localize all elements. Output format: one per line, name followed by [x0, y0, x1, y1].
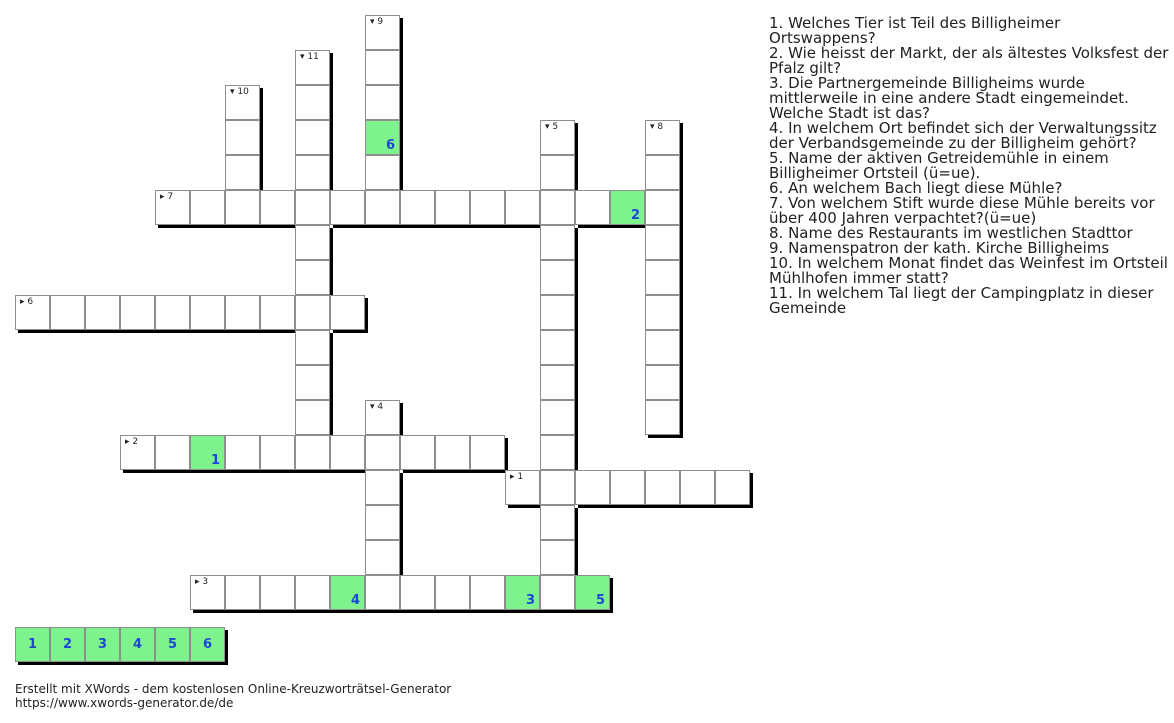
- cell-shadow: [298, 470, 333, 473]
- crossword-cell[interactable]: [505, 190, 540, 225]
- clue-5: 5. Name der aktiven Getreidemühle in einem Billigheimer Ortsteil (ü=ue).: [769, 149, 1109, 182]
- crossword-cell[interactable]: [295, 260, 330, 295]
- cell-shadow: [400, 543, 403, 578]
- crossword-cell[interactable]: [365, 85, 400, 120]
- cell-shadow: [330, 88, 333, 123]
- cell-shadow: [330, 158, 333, 193]
- crossword-cell[interactable]: [645, 225, 680, 260]
- cell-shadow: [330, 333, 333, 368]
- cell-shadow: [18, 330, 53, 333]
- crossword-cell[interactable]: [400, 435, 435, 470]
- cell-shadow: [260, 88, 263, 123]
- cell-shadow: [330, 368, 333, 403]
- crossword-cell[interactable]: [225, 155, 260, 190]
- crossword-cell[interactable]: [190, 190, 225, 225]
- clue-list: [769, 16, 1169, 316]
- crossword-cell[interactable]: [610, 470, 645, 505]
- footer-url: https://www.xwords-generator.de/de: [15, 696, 234, 710]
- cell-shadow: [193, 225, 228, 228]
- crossword-cell[interactable]: [575, 470, 610, 505]
- crossword-cell[interactable]: [645, 260, 680, 295]
- clue-number-marker: ▾ 8: [650, 122, 664, 132]
- cell-shadow: [438, 225, 473, 228]
- cell-shadow: [88, 330, 123, 333]
- cell-shadow: [543, 610, 578, 613]
- clue-number-marker: ▸ 6: [20, 297, 34, 307]
- crossword-cell[interactable]: [295, 400, 330, 435]
- cell-shadow: [193, 610, 228, 613]
- clue-4: 4. In welchem Ort befindet sich der Verwaltungssitz der Verbandsgemeinde zu der Billigheim gehört?: [769, 119, 1157, 152]
- cell-shadow: [400, 508, 403, 543]
- cell-shadow: [158, 330, 193, 333]
- cell-shadow: [158, 225, 193, 228]
- solution-row-shadow: [18, 662, 228, 665]
- crossword-cell[interactable]: [330, 435, 365, 470]
- solution-number: 4: [350, 593, 360, 608]
- crossword-cell[interactable]: [470, 435, 505, 470]
- clue-number-marker: ▾ 9: [370, 17, 384, 27]
- cell-shadow: [368, 610, 403, 613]
- crossword-cell[interactable]: [365, 155, 400, 190]
- cell-shadow: [123, 330, 158, 333]
- cell-shadow: [400, 123, 403, 158]
- cell-shadow: [508, 225, 543, 228]
- crossword-cell[interactable]: [260, 435, 295, 470]
- clue-6: 6. An welchem Bach liegt diese Mühle?: [769, 179, 1063, 197]
- cell-shadow: [330, 263, 333, 298]
- clue-7: 7. Von welchem Stift wurde diese Mühle bereits vor über 400 Jahren verpachtet?(ü=ue): [769, 194, 1155, 227]
- cell-shadow: [578, 225, 613, 228]
- cell-shadow: [718, 505, 753, 508]
- crossword-cell[interactable]: [365, 540, 400, 575]
- cell-shadow: [575, 333, 578, 368]
- crossword-cell[interactable]: [295, 155, 330, 190]
- crossword-cell[interactable]: [365, 15, 400, 50]
- cell-shadow: [228, 330, 263, 333]
- crossword-cell[interactable]: [540, 505, 575, 540]
- crossword-cell[interactable]: [540, 260, 575, 295]
- cell-shadow: [330, 123, 333, 158]
- crossword-cell[interactable]: [645, 295, 680, 330]
- crossword-cell[interactable]: [400, 190, 435, 225]
- solution-number: 5: [595, 593, 605, 608]
- cell-shadow: [578, 610, 613, 613]
- cell-shadow: [575, 158, 578, 193]
- cell-shadow: [648, 505, 683, 508]
- crossword-cell[interactable]: [470, 575, 505, 610]
- clue-1: 1. Welches Tier ist Teil des Billigheimer Ortswappens?: [769, 14, 1061, 47]
- crossword-cell[interactable]: [645, 190, 680, 225]
- cell-shadow: [193, 330, 228, 333]
- solution-cell[interactable]: [330, 575, 365, 610]
- crossword-cell[interactable]: [330, 190, 365, 225]
- clue-2: 2. Wie heisst der Markt, der als ältestes Volksfest der Pfalz gilt?: [769, 44, 1169, 77]
- cell-shadow: [298, 610, 333, 613]
- solution-cell[interactable]: [505, 575, 540, 610]
- crossword-cell[interactable]: [435, 575, 470, 610]
- crossword-cell[interactable]: [295, 575, 330, 610]
- clue-8: 8. Name des Restaurants im westlichen Stadttor: [769, 224, 1133, 242]
- cell-shadow: [575, 368, 578, 403]
- crossword-cell[interactable]: [120, 295, 155, 330]
- crossword-cell[interactable]: [365, 400, 400, 435]
- clue-number-marker: ▾ 5: [545, 122, 559, 132]
- cell-shadow: [400, 473, 403, 508]
- clue-10: 10. In welchem Monat findet das Weinfest im Ortsteil Mühlhofen immer statt?: [769, 254, 1168, 287]
- clue-number-marker: ▾ 11: [300, 52, 319, 62]
- cell-shadow: [403, 225, 438, 228]
- cell-shadow: [683, 505, 718, 508]
- clue-11: 11. In welchem Tal liegt der Campingplatz in dieser Gemeinde: [769, 284, 1154, 317]
- cell-shadow: [648, 435, 683, 438]
- crossword-cell[interactable]: [295, 85, 330, 120]
- cell-shadow: [613, 225, 648, 228]
- solution-number: 1: [210, 453, 220, 468]
- cell-shadow: [263, 330, 298, 333]
- crossword-cell[interactable]: [540, 470, 575, 505]
- crossword-cell[interactable]: [295, 50, 330, 85]
- solution-number: 3: [525, 593, 535, 608]
- cell-shadow: [610, 578, 613, 613]
- footer: [15, 682, 451, 710]
- cell-shadow: [575, 228, 578, 263]
- cell-shadow: [158, 470, 193, 473]
- solution-word-cell[interactable]: 6: [190, 627, 225, 662]
- cell-shadow: [473, 610, 508, 613]
- crossword-cell[interactable]: [225, 295, 260, 330]
- crossword-cell[interactable]: [365, 505, 400, 540]
- crossword-cell[interactable]: [470, 190, 505, 225]
- crossword-cell[interactable]: [540, 120, 575, 155]
- cell-shadow: [330, 228, 333, 263]
- clue-3: 3. Die Partnergemeinde Billigheims wurde mittlerweile in eine andere Stadt eingemeindet. Welche Stadt ist das?: [769, 74, 1129, 122]
- crossword-cell[interactable]: [260, 295, 295, 330]
- crossword-cell[interactable]: [540, 435, 575, 470]
- cell-shadow: [368, 225, 403, 228]
- crossword-cell[interactable]: [540, 190, 575, 225]
- solution-cell[interactable]: [610, 190, 645, 225]
- clue-number-marker: ▸ 3: [195, 577, 209, 587]
- cell-shadow: [473, 470, 508, 473]
- cell-shadow: [575, 263, 578, 298]
- crossword-cell[interactable]: [680, 470, 715, 505]
- crossword-cell[interactable]: [190, 295, 225, 330]
- cell-shadow: [680, 193, 683, 228]
- cell-shadow: [263, 610, 298, 613]
- crossword-cell[interactable]: [260, 190, 295, 225]
- cell-shadow: [400, 403, 403, 438]
- cell-shadow: [400, 88, 403, 123]
- solution-word-cell[interactable]: 1: [15, 627, 50, 662]
- crossword-cell[interactable]: [190, 575, 225, 610]
- cell-shadow: [260, 123, 263, 158]
- clue-number-marker: ▸ 7: [160, 192, 174, 202]
- crossword-cell[interactable]: [645, 155, 680, 190]
- crossword-cell[interactable]: [260, 575, 295, 610]
- crossword-cell[interactable]: [435, 435, 470, 470]
- cell-shadow: [400, 18, 403, 53]
- crossword-cell[interactable]: [365, 575, 400, 610]
- cell-shadow: [575, 438, 578, 473]
- cell-shadow: [680, 158, 683, 193]
- crossword-cell[interactable]: [645, 400, 680, 435]
- clue-9: 9. Namenspatron der kath. Kirche Billigheims: [769, 239, 1110, 257]
- crossword-cell[interactable]: [540, 225, 575, 260]
- crossword-cell[interactable]: [505, 470, 540, 505]
- crossword-cell[interactable]: [645, 330, 680, 365]
- cell-shadow: [263, 225, 298, 228]
- solution-number: 2: [630, 208, 640, 223]
- crossword-cell[interactable]: [120, 435, 155, 470]
- crossword-cell[interactable]: [225, 85, 260, 120]
- cell-shadow: [575, 403, 578, 438]
- crossword-cell[interactable]: [365, 435, 400, 470]
- cell-shadow: [228, 610, 263, 613]
- cell-shadow: [333, 470, 368, 473]
- cell-shadow: [680, 123, 683, 158]
- solution-cell[interactable]: [575, 575, 610, 610]
- cell-shadow: [508, 505, 543, 508]
- cell-shadow: [680, 403, 683, 438]
- crossword-cell[interactable]: [295, 435, 330, 470]
- cell-shadow: [330, 53, 333, 88]
- cell-shadow: [575, 543, 578, 578]
- crossword-cell[interactable]: [645, 365, 680, 400]
- cell-shadow: [680, 333, 683, 368]
- crossword-cell[interactable]: [15, 295, 50, 330]
- cell-shadow: [365, 298, 368, 333]
- cell-shadow: [400, 158, 403, 193]
- solution-cell[interactable]: [365, 120, 400, 155]
- clue-number-marker: ▸ 1: [510, 472, 524, 482]
- solution-word-cell[interactable]: 3: [85, 627, 120, 662]
- cell-shadow: [680, 263, 683, 298]
- crossword-cell[interactable]: [645, 120, 680, 155]
- cell-shadow: [750, 473, 753, 508]
- crossword-cell[interactable]: [85, 295, 120, 330]
- crossword-cell[interactable]: [365, 50, 400, 85]
- cell-shadow: [123, 470, 158, 473]
- crossword-cell[interactable]: [540, 295, 575, 330]
- solution-word-cell[interactable]: 5: [155, 627, 190, 662]
- crossword-cell[interactable]: [295, 365, 330, 400]
- solution-number: 6: [385, 138, 395, 153]
- crossword-cell[interactable]: [295, 295, 330, 330]
- crossword-cell[interactable]: [365, 190, 400, 225]
- cell-shadow: [330, 403, 333, 438]
- cell-shadow: [53, 330, 88, 333]
- cell-shadow: [438, 610, 473, 613]
- cell-shadow: [575, 298, 578, 333]
- cell-shadow: [228, 470, 263, 473]
- crossword-cell[interactable]: [715, 470, 750, 505]
- cell-shadow: [333, 330, 368, 333]
- cell-shadow: [263, 470, 298, 473]
- cell-shadow: [228, 225, 263, 228]
- crossword-cell[interactable]: [295, 330, 330, 365]
- crossword-cell[interactable]: [225, 575, 260, 610]
- crossword-cell[interactable]: [225, 120, 260, 155]
- clue-number-marker: ▾ 10: [230, 87, 249, 97]
- footer-credit: Erstellt mit XWords - dem kostenlosen Online-Kreuzworträtsel-Generator: [15, 682, 452, 696]
- clue-number-marker: ▸ 2: [125, 437, 139, 447]
- cell-shadow: [193, 470, 228, 473]
- crossword-cell[interactable]: [540, 575, 575, 610]
- cell-shadow: [680, 368, 683, 403]
- crossword-cell[interactable]: [540, 400, 575, 435]
- crossword-cell[interactable]: [50, 295, 85, 330]
- crossword-cell[interactable]: [155, 190, 190, 225]
- cell-shadow: [403, 610, 438, 613]
- clue-number-marker: ▾ 4: [370, 402, 384, 412]
- solution-word-cell[interactable]: 4: [120, 627, 155, 662]
- crossword-cell[interactable]: [540, 540, 575, 575]
- cell-shadow: [400, 53, 403, 88]
- cell-shadow: [575, 508, 578, 543]
- crossword-cell[interactable]: [575, 190, 610, 225]
- crossword-cell[interactable]: [435, 190, 470, 225]
- crossword-cell[interactable]: [225, 190, 260, 225]
- cell-shadow: [333, 610, 368, 613]
- cell-shadow: [473, 225, 508, 228]
- crossword-cell[interactable]: [365, 470, 400, 505]
- cell-shadow: [680, 228, 683, 263]
- solution-word-cell[interactable]: 2: [50, 627, 85, 662]
- cell-shadow: [438, 470, 473, 473]
- crossword-cell[interactable]: [540, 365, 575, 400]
- cell-shadow: [505, 438, 508, 473]
- cell-shadow: [403, 470, 438, 473]
- crossword-cell[interactable]: [540, 330, 575, 365]
- crossword-cell[interactable]: [400, 575, 435, 610]
- crossword-cell[interactable]: [155, 295, 190, 330]
- cell-shadow: [333, 225, 368, 228]
- solution-cell[interactable]: [190, 435, 225, 470]
- cell-shadow: [575, 123, 578, 158]
- cell-shadow: [578, 505, 613, 508]
- cell-shadow: [680, 298, 683, 333]
- crossword-cell[interactable]: [295, 120, 330, 155]
- crossword-cell[interactable]: [155, 435, 190, 470]
- cell-shadow: [260, 158, 263, 193]
- crossword-cell[interactable]: [645, 470, 680, 505]
- solution-row-shadow: [225, 630, 228, 665]
- crossword-cell[interactable]: [540, 155, 575, 190]
- crossword-cell[interactable]: [330, 295, 365, 330]
- crossword-cell[interactable]: [225, 435, 260, 470]
- crossword-cell[interactable]: [295, 225, 330, 260]
- crossword-cell[interactable]: [295, 190, 330, 225]
- cell-shadow: [613, 505, 648, 508]
- cell-shadow: [508, 610, 543, 613]
